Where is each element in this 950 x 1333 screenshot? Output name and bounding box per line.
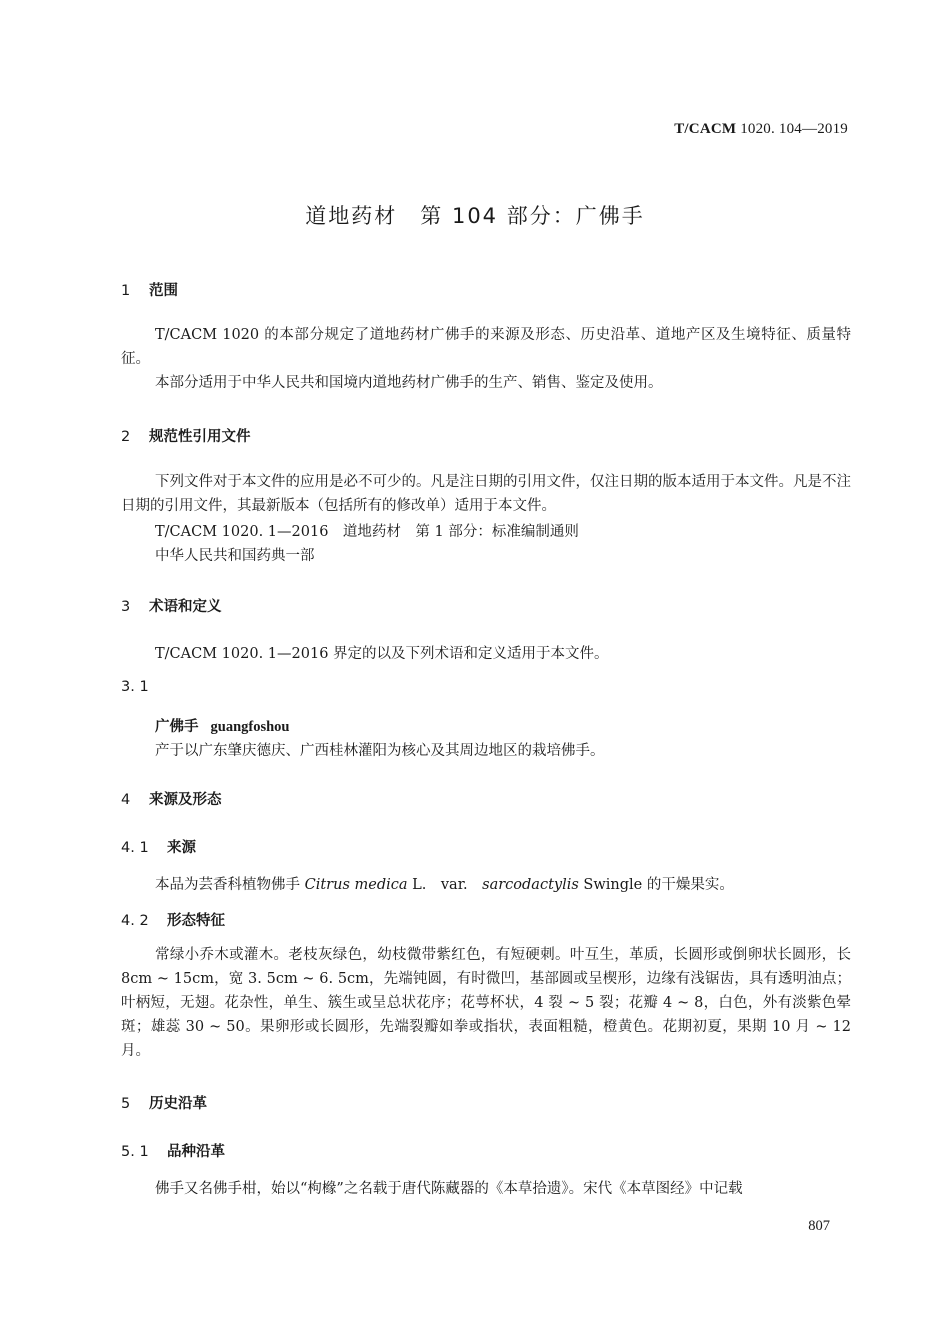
subsection-3-1-heading xyxy=(121,679,149,695)
source-text-suffix: Swingle 的干燥果实。 xyxy=(578,877,734,893)
subsection-number: 5. 1 xyxy=(121,1144,149,1160)
subsection-4-1-heading xyxy=(121,836,196,857)
source-text-mid: L. var. xyxy=(407,877,483,893)
section-title: 规范性引用文件 xyxy=(149,429,251,445)
term-chinese: 广佛手 xyxy=(155,719,199,735)
section-number: 3 xyxy=(121,599,131,615)
subsection-title: 来源 xyxy=(167,840,196,856)
section-title: 术语和定义 xyxy=(149,599,222,615)
section-title: 历史沿革 xyxy=(149,1096,207,1112)
source-text-prefix: 本品为芸香科植物佛手 xyxy=(155,877,305,893)
subsection-number: 3. 1 xyxy=(121,679,149,695)
term-entry xyxy=(155,715,289,736)
section-number: 4 xyxy=(121,792,131,808)
subsection-title: 形态特征 xyxy=(167,913,225,929)
term-definition: 产于以广东肇庆德庆、广西桂林灌阳为核心及其周边地区的栽培佛手。 xyxy=(155,743,605,759)
subsection-4-2-heading xyxy=(121,909,225,930)
section-number: 1 xyxy=(121,283,131,299)
section-2-heading xyxy=(121,425,251,446)
section-1-heading xyxy=(121,279,178,300)
standard-number: 1020. 104—2019 xyxy=(736,121,848,137)
section-title: 范围 xyxy=(149,283,178,299)
section-3-heading xyxy=(121,595,222,616)
document-title: 道地药材 第 104 部分：广佛手 xyxy=(305,204,645,228)
section-1-paragraph-1: T/CACM 1020 的本部分规定了道地药材广佛手的来源及形态、历史沿革、道地产区及生境特征、质量特征。 xyxy=(121,327,851,367)
subsection-number: 4. 2 xyxy=(121,913,149,929)
reference-item: 中华人民共和国药典一部 xyxy=(155,548,315,564)
section-5-heading xyxy=(121,1092,207,1113)
standard-code xyxy=(674,121,848,138)
subsection-number: 4. 1 xyxy=(121,840,149,856)
species-variety: sarcodactylis xyxy=(482,877,579,893)
variety-history-paragraph: 佛手又名佛手柑，始以“枸橼”之名载于唐代陈藏器的《本草拾遗》。宋代《本草图经》中记载 xyxy=(155,1181,743,1197)
section-4-heading xyxy=(121,788,222,809)
section-number: 2 xyxy=(121,429,131,445)
morphology-paragraph: 常绿小乔木或灌木。老枝灰绿色，幼枝微带紫红色，有短硬刺。叶互生，革质，长圆形或倒卵状长圆形，长 8cm ~ 15cm，宽 3. 5cm ~ 6. 5cm，先端钝圆，有时微凹，基部圆或呈楔形，边缘有浅锯齿，具有透明油点；叶柄短，无翅。花杂性，单生、簇生或呈总状花序；花萼杯状，4 裂 ~ 5 裂；花瓣 4 ~ 8，白色，外有淡紫色晕斑；雄蕊 30 ~ 50。果卵形或长圆形，先端裂瓣如拳或指状，表面粗糙，橙黄色。花期初夏，果期 10 月 ~ 12 月。 xyxy=(121,947,851,1059)
page-number: 807 xyxy=(808,1218,830,1234)
section-2-paragraph: 下列文件对于本文件的应用是必不可少的。凡是注日期的引用文件，仅注日期的版本适用于本文件。凡是不注日期的引用文件，其最新版本（包括所有的修改单）适用于本文件。 xyxy=(121,474,851,514)
section-number: 5 xyxy=(121,1096,131,1112)
term-english: guangfoshou xyxy=(210,719,290,735)
standard-prefix: T/CACM xyxy=(674,121,737,137)
section-1-paragraph-2: 本部分适用于中华人民共和国境内道地药材广佛手的生产、销售、鉴定及使用。 xyxy=(155,375,663,391)
subsection-title: 品种沿革 xyxy=(167,1144,225,1160)
section-3-paragraph: T/CACM 1020. 1—2016 界定的以及下列术语和定义适用于本文件。 xyxy=(155,646,609,662)
species-genus: Citrus medica xyxy=(304,877,408,893)
reference-item: T/CACM 1020. 1—2016 道地药材 第 1 部分：标准编制通则 xyxy=(155,524,579,540)
section-title: 来源及形态 xyxy=(149,792,222,808)
source-description xyxy=(155,873,734,894)
subsection-5-1-heading xyxy=(121,1140,225,1161)
